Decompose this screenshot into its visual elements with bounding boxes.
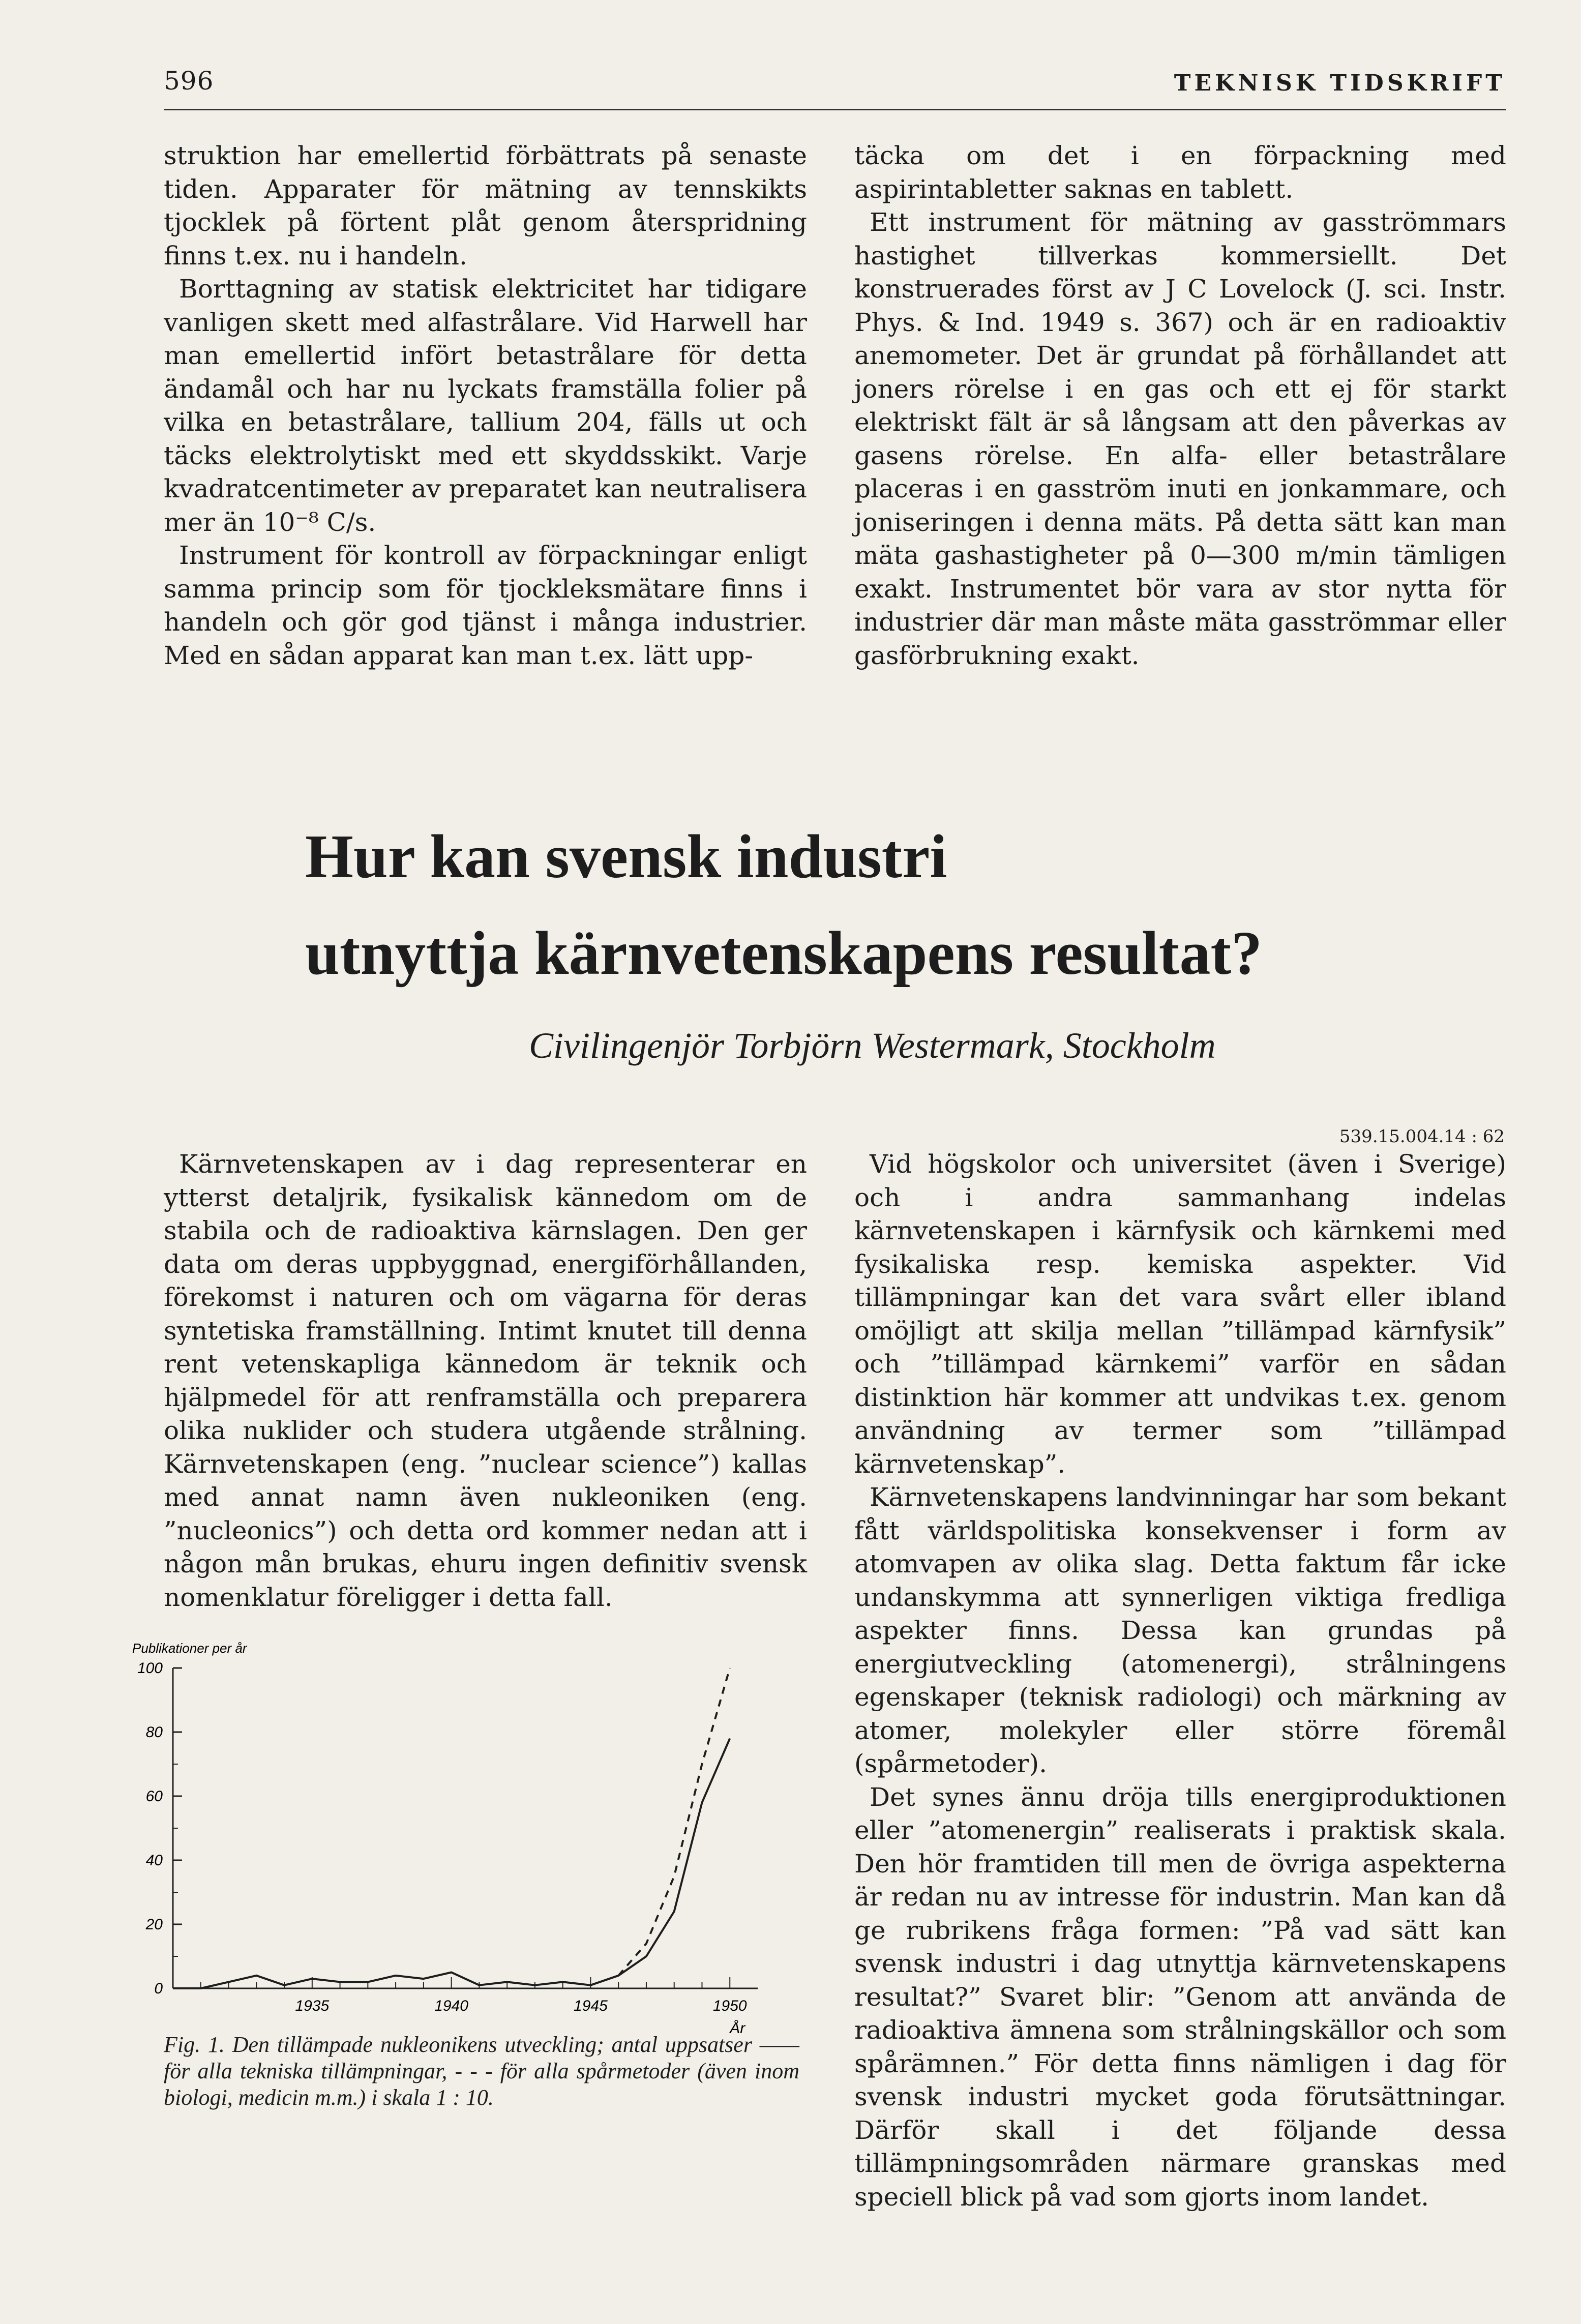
paragraph: struktion har emellertid förbättrats på senaste tiden. Apparater för mätning av tennskikts tjocklek på förtent plåt genom återspridning finns t.ex. nu i handeln. [164, 141, 807, 271]
paragraph: Borttagning av statisk elektricitet har tidigare vanligen skett med alfastrålare. Vid Harwell har man emellertid infört betastrålare för detta ändamål och har nu lyckats framställa folier på vilka en betastrålare, tallium 204, fälls ut och täcks elektrolytiskt med ett skyddsskikt. Varje kvadratcentimeter av preparatet kan neutralisera mer än 10⁻⁸ C/s. [164, 274, 807, 537]
paragraph: Kärnvetenskapens landvinningar har som bekant fått världspolitiska konsekvenser i form av atomvapen av olika slag. Detta faktum får icke undanskymma att synnerligen viktiga fredliga aspekter finns. Dessa kan grundas på energiutveckling (atomenergi), strålningens egenskaper (teknisk radiologi) och märkning av atomer, molekyler eller större föremål (spårmetoder). [854, 1482, 1506, 1778]
paragraph: Kärnvetenskapen av i dag representerar en ytterst detaljrik, fysikalisk kännedom om de stabila och de radioaktiva kärnslagen. Den ger data om deras uppbyggnad, energiförhållanden, förekomst i naturen och om vägarna för deras syntetiska framställning. Intimt knutet till denna rent vetenskapliga kännedom är teknik och hjälpmedel för att renframställa och preparera olika nuklider och studera utgående strålning. Kärnvetenskapen (eng. ”nuclear science”) kallas med annat namn även nukleoniken (eng. ”nucleonics”) och detta ord kommer nedan att i någon mån brukas, ehuru ingen definitiv svensk nomenklatur föreligger i detta fall. [164, 1149, 807, 1612]
body-right-column [854, 1148, 1506, 2214]
udc-classification: 539.15.004.14 : 62 [1339, 1126, 1505, 1147]
paragraph: Det synes ännu dröja tills energiproduktionen eller ”atomenergin” realiserats i praktisk skala. Den hör framtiden till men de övriga aspekterna är redan nu av intresse för industrin. Man kan då ge rubrikens fråga formen: ”På vad sätt kan svensk industri i dag utnyttja kärnvetenskapens resultat?” Svaret blir: ”Genom att använda de radioaktiva ämnena som strålningskällor och som spårämnen.” För detta finns nämligen i dag för svensk industri mycket goda förutsättningar. Därför skall i det följande dessa tillämpningsområden närmare granskas med speciell blick på vad som gjorts inom landet. [854, 1782, 1506, 2212]
body-left-column [164, 1148, 807, 1614]
y-tick-label: 40 [145, 1852, 163, 1869]
series-line-tracer-methods [618, 1668, 730, 1976]
page-number: 596 [164, 66, 214, 96]
paragraph: Instrument för kontroll av förpackningar enligt samma princip som för tjockleksmätare finns i handeln och gör god tjänst i många industrier. Med en sådan apparat kan man t.ex. lätt upp- [164, 541, 807, 670]
figure-caption: Fig. 1. Den tillämpade nukleonikens utveckling; antal uppsatser —— för alla tekniska tillämpningar, - - - för alla spårmetoder (även inom biologi, medicin m.m.) i skala 1 : 10. [164, 2032, 799, 2110]
y-tick-label: 0 [154, 1980, 163, 1997]
y-axis-label: Publikationer per år [132, 1641, 247, 1656]
series-line-technical-applications [173, 1739, 730, 1988]
y-tick-label: 100 [137, 1660, 163, 1677]
article-title-line-1: Hur kan svensk industri [305, 822, 947, 891]
byline: Civilingenjör Torbjörn Westermark, Stockholm [529, 1025, 1216, 1066]
top-right-column [854, 139, 1506, 672]
paragraph: Vid högskolor och universitet (även i Sverige) och i andra sammanhang indelas kärnvetenskapen i kärnfysik och kärnkemi med fysikaliska resp. kemiska aspekter. Vid tillämpningar kan det vara svårt eller ibland omöjligt att skilja mellan ”tillämpad kärnfysik” och ”tillämpad kärnkemi” varför en sådan distinktion här kommer att undvikas t.ex. genom användning av termer som ”tillämpad kärnvetenskap”. [854, 1149, 1506, 1479]
article-title-line-2: utnyttja kärnvetenskapens resultat? [305, 919, 1263, 988]
figure-1-chart [127, 1637, 803, 2034]
y-tick-label: 60 [145, 1788, 163, 1805]
running-header: TEKNISK TIDSKRIFT [1174, 70, 1506, 96]
paragraph: täcka om det i en förpackning med aspirintabletter saknas en tablett. [854, 141, 1506, 204]
x-tick-label: 1940 [434, 1998, 468, 2014]
top-left-column [164, 139, 807, 672]
y-tick-label: 80 [145, 1724, 163, 1741]
x-tick-label: 1950 [712, 1998, 747, 2014]
y-tick-label: 20 [145, 1916, 163, 1933]
paragraph: Ett instrument för mätning av gasströmmars hastighet tillverkas kommersiellt. Det konstruerades först av J C Lovelock (J. sci. Instr. Phys. & Ind. 1949 s. 367) och är en radioaktiv anemometer. Det är grundat på förhållandet att joners rörelse i en gas och ett ej för starkt elektriskt fält är så långsam att den påverkas av gasens rörelse. En alfa- eller betastrålare placeras i en gasström inuti en jonkammare, och joniseringen i denna mäts. På detta sätt kan man mäta gashastigheter på 0—300 m/min tämligen exakt. Instrumentet bör vara av stor nytta för industrier där man måste mäta gasströmmar eller gasförbrukning exakt. [854, 207, 1506, 670]
x-axis-label: År [730, 2020, 745, 2034]
header-rule [164, 109, 1506, 110]
x-tick-label: 1935 [295, 1998, 330, 2014]
x-tick-label: 1945 [574, 1998, 608, 2014]
